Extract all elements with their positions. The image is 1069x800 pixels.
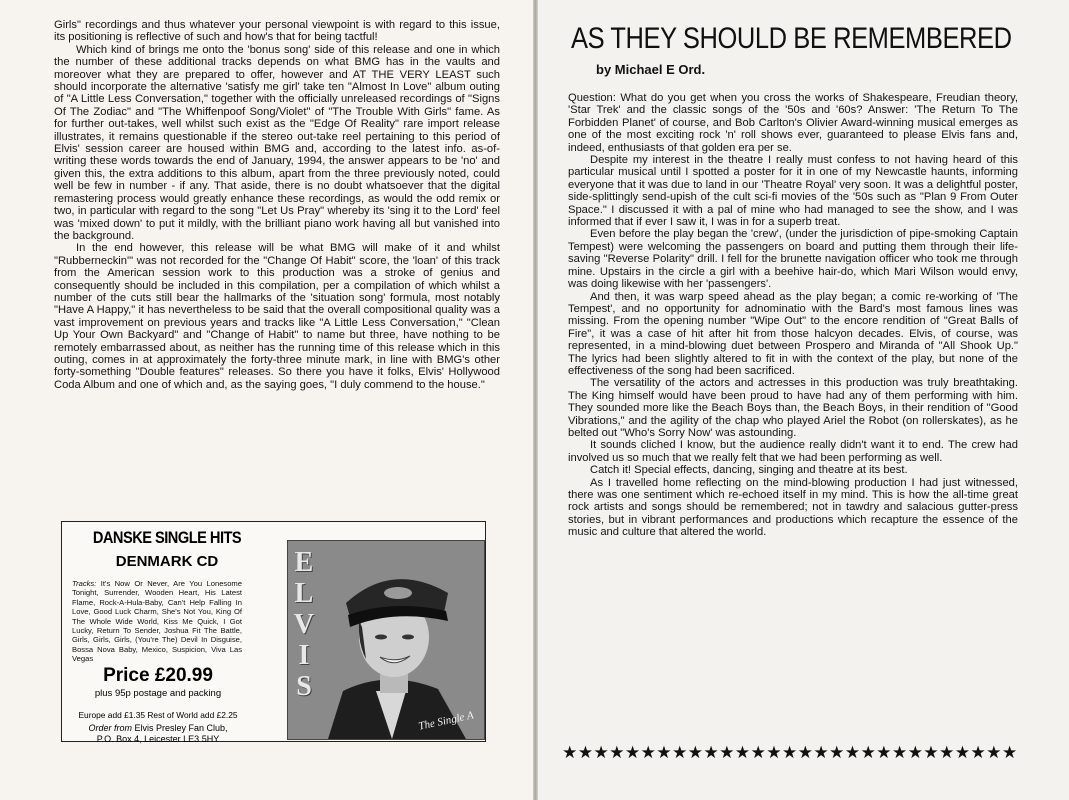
letter: L xyxy=(294,578,314,609)
order-label: Order from xyxy=(88,723,132,733)
letter: E xyxy=(294,547,314,578)
photo-caption: The Single A xyxy=(417,709,475,733)
letter: S xyxy=(296,671,312,702)
article-byline: by Michael E Ord. xyxy=(596,62,706,77)
letter: I xyxy=(298,640,310,671)
paragraph: Question: What do you get when you cross the works of Shakespeare, Freudian theory, 'Star Trek' and the classic songs of the '50s and '60s? Answer: 'The Return To The Forbidden Planet' of course, and Bob Carlton's Olivier Award-winning musical emerges as one of the most exciting rock 'n' roll shows ever, guaranteed to please Elvis fans and, indeed, enthusiasts of that golden era per se. xyxy=(568,92,1018,154)
tracks-label: Tracks: xyxy=(72,579,97,588)
paragraph: In the end however, this release will be what BMG will make of it and whilst "Rubberneckin'" was not recorded for the "Change Of Habit" score, the 'loan' of this track from the American session work to this production was a stroke of genius and consequently should be included in this compilation, per a compilation of which whilst a number of the cuts still bear the hallmarks of the 'situation song' formula, most notably "Have A Happy," it has nevertheless to be said that the overall compositional quality was a vast improvement on previous years and tracks like "A Little Less Conversation," "Clean Up Your Own Backyard" and "Change of Habit" to name but three, have nothing to be remotely embarrassed about, as neither has the running time of this release which in this outing, comes in at approximately the forty-three minute mark, in line with BMG's other forty-something "Double features" releases. So there you have it folks, Elvis' Hollywood Coda Album and one of which and, as the saying goes, "I duly commend to the house." xyxy=(54,242,500,391)
paragraph: It sounds cliched I know, but the audience really didn't want it to end. The crew had involved us so much that we really felt that we had been performing as well. xyxy=(568,439,1018,464)
ad-shipping-rates: Europe add £1.35 Rest of World add £2.25 xyxy=(78,710,238,720)
paragraph: The versatility of the actors and actresses in this production was truly breathtaking. The King himself would have been proud to have had any of them performing with him. They sounded more like the Beach Boys than, the Beach Boys, in their rendition of "Good Vibrations," and the agility of the chap who played Ariel the Robot (on rollerskates), as he belted out "Who's Sorry Now' was astounding. xyxy=(568,377,1018,439)
ad-subtitle: DENMARK CD xyxy=(115,553,219,570)
elvis-vertical-text xyxy=(292,547,316,702)
paragraph: Even before the play began the 'crew', (under the jurisdiction of pipe-smoking Captain Tempest) were welcoming the passengers on board and putting them through their life-saving "Reverse Polarity" drill. I fell for the brunette navigation officer who took me through mine. Upstairs in the circle a girl with a beehive hair-do, which Mari Wilson would envy, was doing likewise with her 'passengers'. xyxy=(568,228,1018,291)
ad-title: DANSKE SINGLE HITS xyxy=(92,528,242,547)
cd-advertisement xyxy=(61,521,486,742)
letter: V xyxy=(293,609,315,640)
right-page xyxy=(538,0,1069,800)
ad-order-address xyxy=(68,723,248,745)
elvis-portrait-illustration xyxy=(288,541,484,739)
elvis-photo xyxy=(287,540,485,740)
paragraph: Despite my interest in the theatre I really must confess to not having heard of this particular musical until I spotted a poster for it in one of my Newcastle haunts, informing everyone that it was due to land in our 'Theatre Royal' very soon. It was a delightful poster, side-splittingly send-upish of the cult sci-fi movies of the '50s such as "Plan 9 From Outer Space." I discussed it with a pal of mine who had managed to see the show, and I was informed that if ever I saw it, I was in for a superb treat. xyxy=(568,154,1018,229)
paragraph: Which kind of brings me onto the 'bonus song' side of this release and one in which the number of these additional tracks depends on what BMG has in the vaults and moreover what they are prepared to offer, however and AT THE VERY LEAST such should incorporate the alternative 'satisfy me girl' take ten "Almost In Love" album outing of "A Little Less Conversation," together with the officially unreleased recordings of "Signs Of The Zodiac" and "The Whiffenpoof Song/Violet" of "The Trouble With Girls" fame. As for further out-takes, well whilst such exist as the "Edge Of Reality" rare import release illustrates, it remains questionable if the stereo out-take reel pertaining to this period of Elvis' session career are housed within BMG and, according to the latest info. as-of-writing these words towards the end of January, 1994, the answer appears to be 'no' and given this, the extra additions to this album, apart from the three previously noted, could well be few in number - if any. That aside, there is no doubt whatsoever that the digital remastering process would greatly enhance these recordings, as would the odd remix or two, in particular with regard to the song "Let Us Pray" whereby its 'sing it to the Lord' feel was 'mixed down' to put it mildly, with the brilliant piano work having all but vanished into the background. xyxy=(54,43,500,242)
ad-postage: plus 95p postage and packing xyxy=(94,688,222,699)
paragraph: Catch it! Special effects, dancing, singing and theatre at its best. xyxy=(590,464,908,477)
order-address: P.O. Box 4, Leicester LE3 5HY xyxy=(96,734,220,744)
order-from: Elvis Presley Fan Club, xyxy=(134,723,228,733)
ad-track-list xyxy=(72,579,242,664)
ad-price: Price £20.99 xyxy=(103,665,213,686)
article-title: AS THEY SHOULD BE REMEMBERED xyxy=(571,22,1012,55)
paragraph: As I travelled home reflecting on the mind-blowing production I had just witnessed, there was one sentiment which re-echoed itself in my mind. This is how the all-time great rock artists and songs should be remembered; not in tawdry and salacious gutter-press stories, but in vibrant performances and productions which recapture the essence of the music and culture that altered the world. xyxy=(568,476,1018,539)
paragraph: Girls" recordings and thus whatever your personal viewpoint is with regard to this issue, its positioning is reflective of such and how's that for being tactful! xyxy=(54,19,500,44)
right-article-text xyxy=(568,92,1018,539)
paragraph: And then, it was warp speed ahead as the play began; a comic re-working of 'The Tempest', and no opportunity for adnominatio with the Bard's most famous lines was missing. From the opening number "Wipe Out" to the encore rendition of "Great Balls of Fire", it was a case of hit after hit from those halcyon decades. Elvis, of course, was represented, in a mind-blowing duet between Prospero and Miranda of "All Shook Up." The lyrics had been slightly altered to fit in with the context of the play, but none of the effectiveness of the song had been sacrificed. xyxy=(568,290,1018,377)
left-page xyxy=(0,0,533,800)
tracks-text: It's Now Or Never, Are You Lonesome Tonight, Surrender, Wooden Heart, His Latest Flame, Rock-A-Hula-Baby, Can't Help Falling In Love, Good Luck Charm, She's Not You, King Of The Whole Wide World, Kiss Me Quick, I Got Lucky, Return To Sender, Joshua Fit The Battle, Girls, Girls, Girls, (You're The) Devil In Disguise, Bossa Nova Baby, Mexico, Suspicion, Viva Las Vegas xyxy=(72,579,242,664)
left-article-text xyxy=(54,19,500,391)
star-divider: ★★★★★★★★★★★★★★★★★★★★★★★★★★★★★ xyxy=(562,743,1018,763)
